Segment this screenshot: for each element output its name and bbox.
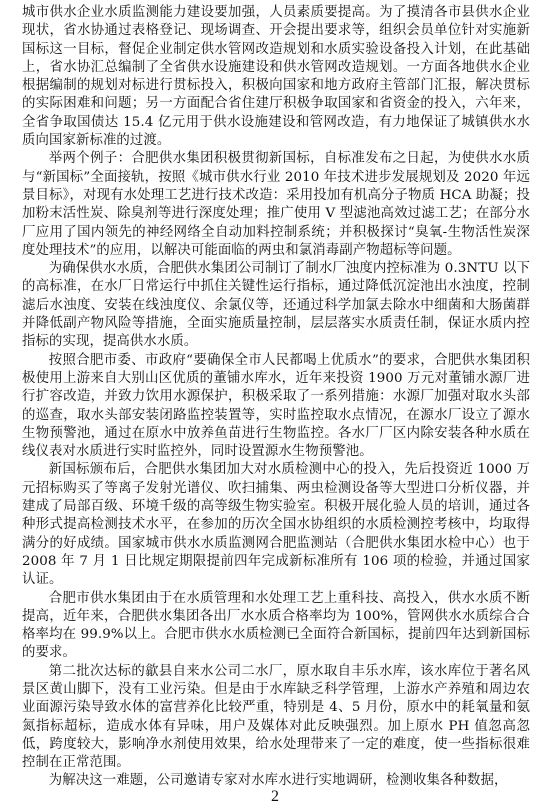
- paragraph-5: 新国标颁布后，合肥供水集团加大对水质检测中心的投入，先后投资近 1000 万元招标购买了等离子发射光谱仪、吹扫捕集、两虫检测设备等大型进口分析仪器，并建成了局部百级、环境千级的高等级生物实验室。积极开展化验人员的培训，通过各种形式提高检测技术水平，在参加的历次全国水协组织的水质检测控考核中，均取得满分的好成绩。国家城市供水水质监测网合肥监测站（合肥供水集团水检中心）也于 2008 年 7 月 1 日比规定期限提前四年完成新标准所有 106 项的检验，并通过国家认证。: [22, 462, 530, 588]
- paragraph-4: 按照合肥市委、市政府“要确保全市人民都喝上优质水”的要求，合肥供水集团积极使用上游来自大别山区优质的董铺水库水，近年来投资 1900 万元对董铺水源厂进行扩容改造，并致力饮用水源保护，积极采取了一系列措施：水源厂加强对取水头部的巡查，取水头部安装闭路监控装置等，实时监控取水点情况，在源水厂设立了源水生物预警池，通过在原水中放养鱼苗进行生物监控。各水厂厂区内除安装各种水质在线仪表对水质进行实时监控外，同时设置源水生物预警池。: [22, 352, 530, 460]
- paragraph-2: 举两个例子：合肥供水集团积极贯彻新国标，自标准发布之日起，为使供水水质与“新国标”全面接轨，按照《城市供水行业 2010 年技术进步发展规划及 2020 年远景目标》，对现有水处理工艺进行技术改造：采用投加有机高分子物质 HCA 助凝；投加粉末活性炭、除臭剂等进行深度处理；推广使用 V 型滤池高效过滤工艺；在部分水厂应用了国内领先的神经网络全自动加料控制系统；并积极探讨“臭氧-生物活性炭深度处理技术”的应用，以解决可能面临的两虫和氯消毒副产物超标等问题。: [22, 151, 530, 258]
- paragraph-3: 为确保供水水质，合肥供水集团公司制订了制水厂浊度内控标准为 0.3NTU 以下的高标准，在水厂日常运行中抓住关键性运行指标，通过降低沉淀池出水浊度，控制滤后水浊度、安装在线浊度仪、余氯仪等，还通过科学加氯去除水中细菌和大肠菌群并降低副产物风险等措施，全面实施质量控制，层层落实水质责任制，保证水质内控指标的实现，提高供水水质。: [22, 261, 530, 350]
- paragraph-7: 第二批次达标的歙县自来水公司二水厂，原水取自丰乐水库，该水库位于著名风景区黄山脚下，没有工业污染。但是由于水库缺乏科学管理，上游水产养殖和周边农业面源污染导致水体的富营养化比较严重，特别是 4、5 月份，原水中的耗氧量和氨氮指标超标，造成水体有异味，用户及媒体对此反映强烈。加上原水 PH 值忽高忽低，跨度较大，影响净水剂使用效果，给水处理带来了一定的难度，使一些指标很难控制在正常范围。: [22, 663, 530, 771]
- paragraph-1: 城市供水企业水质监测能力建设要加强，人员素质要提高。为了摸清各市县供水企业现状，省水协通过表格登记、现场调查、开会提出要求等，组织会员单位针对实施新国标这一目标，督促企业制定供水管网改造规划和水质实验设备投入计划，在此基础上，省水协汇总编制了全省供水设施建设和供水管网改造规划。一方面各地供水企业根据编制的规划对标进行贯标投入，积极向国家和地方政府主管部门汇报，解决贯标的实际困难和问题；另一方面配合省住建厅积极争取国家和省资金的投入，六年来，全省争取国债达 15.4 亿元用于供水设施建设和管网改造，有力地保证了城镇供水水质向国家新标准的过渡。: [22, 5, 530, 149]
- page-number: 2: [271, 788, 279, 805]
- paragraph-6: 合肥市供水集团由于在水质管理和水处理工艺上重科技、高投入，供水水质不断提高，近年来，合肥供水集团各出厂水水质合格率均为 100%，管网供水水质综合合格率均在 99.9%以上。合肥市供水水质检测已全面符合新国标，提前四年达到新国标的要求。: [22, 590, 530, 661]
- document-page: [22, 4, 530, 789]
- paragraph-8: 为解决这一难题，公司邀请专家对水库水进行实地调研，检测收集各种数据，: [48, 773, 508, 789]
